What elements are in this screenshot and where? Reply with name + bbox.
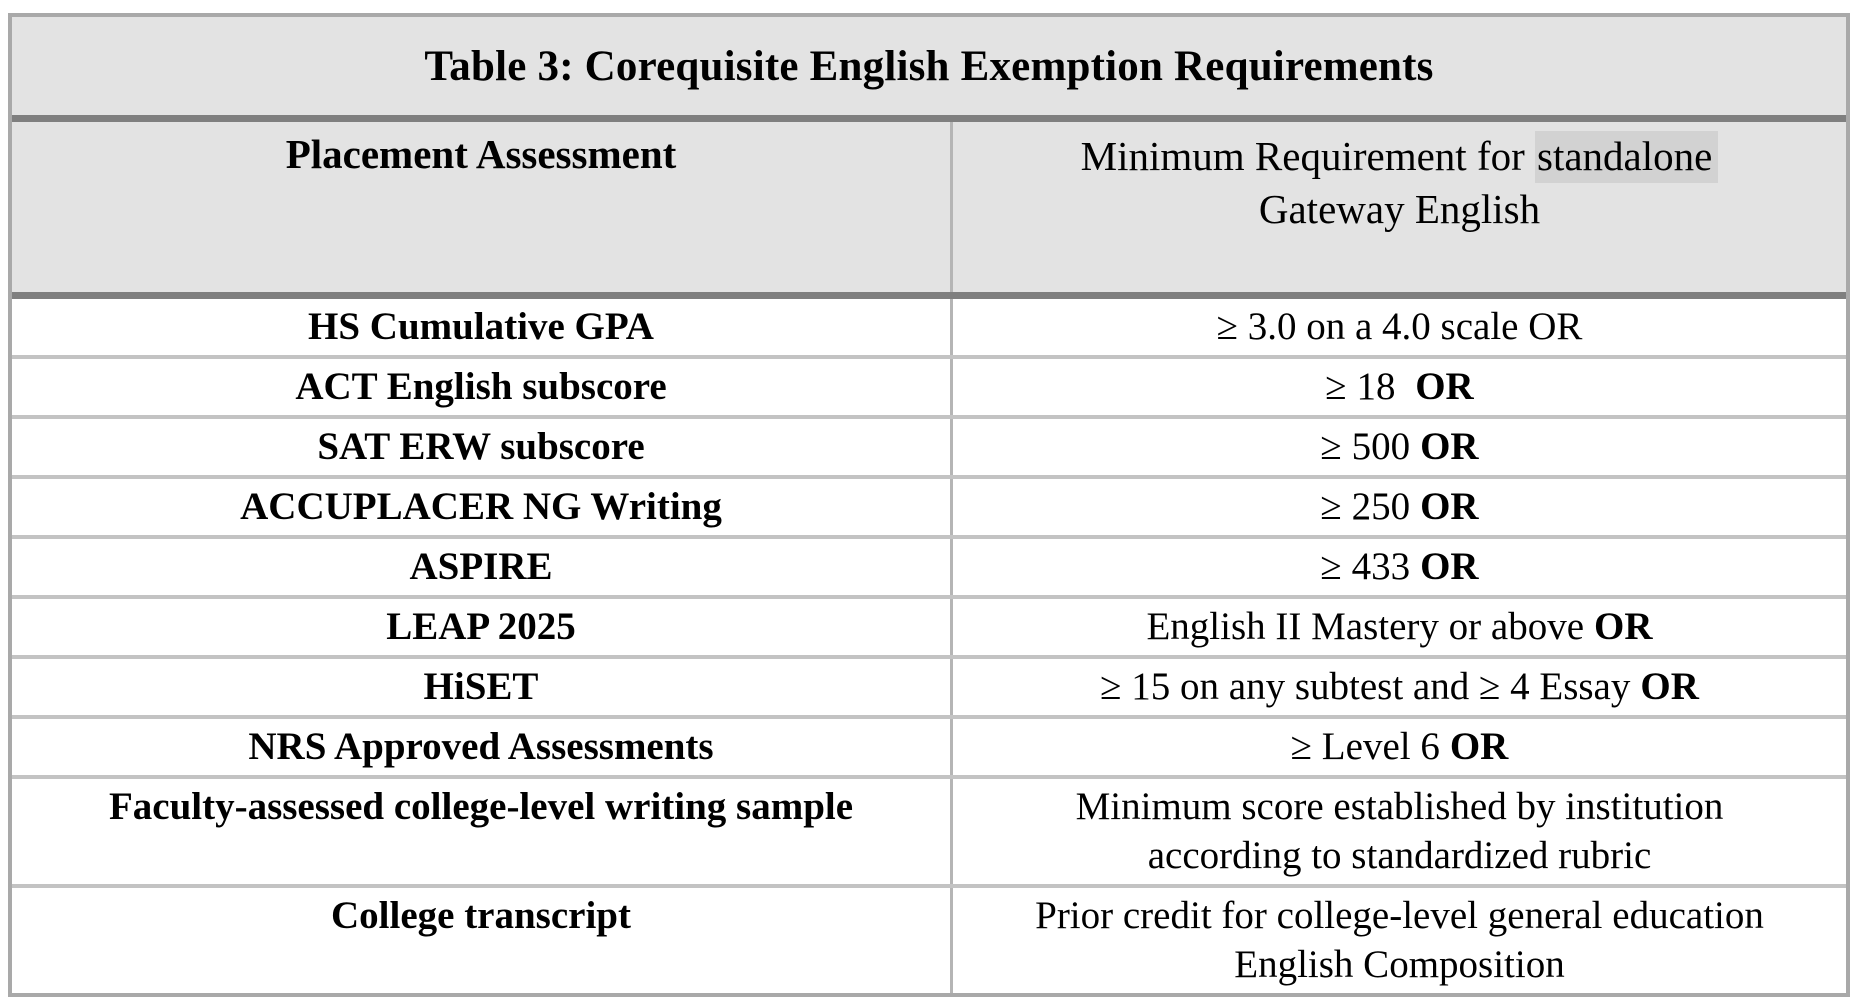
table-row: [12, 595, 1846, 655]
table-row: [12, 475, 1846, 535]
assessment-label: HiSET: [423, 665, 539, 708]
requirement-value: ≥ 433: [1320, 545, 1411, 588]
table-title: Table 3: Corequisite English Exemption Requirements: [424, 42, 1434, 90]
table-row: [12, 884, 1846, 993]
requirement-or-suffix: OR: [1594, 605, 1653, 648]
exemption-requirements-table: [8, 13, 1850, 997]
assessment-label: Faculty-assessed college-level writing sample: [108, 785, 854, 828]
requirement-text: [1320, 542, 1478, 591]
requirement-value: ≥ 15 on any subtest and ≥ 4 Essay: [1100, 665, 1631, 708]
header-cell-placement-assessment: [12, 122, 953, 292]
requirement-text: [1217, 302, 1583, 351]
assessment-label: ACT English subscore: [295, 365, 667, 408]
assessment-label: College transcript: [330, 894, 631, 937]
requirement-text: [995, 782, 1805, 880]
requirement-or-suffix: OR: [1420, 485, 1479, 528]
table-body: [12, 299, 1846, 993]
table-row: [12, 655, 1846, 715]
requirement-or-suffix: OR: [1449, 725, 1509, 768]
header-label-placement-assessment: Placement Assessment: [285, 131, 677, 177]
requirement-text: [1320, 422, 1478, 471]
assessment-label: SAT ERW subscore: [317, 425, 645, 468]
requirement-or-suffix: OR: [1415, 365, 1474, 408]
requirement-cell: [953, 479, 1846, 535]
assessment-cell: [12, 719, 953, 775]
requirement-text: [1325, 362, 1473, 411]
assessment-label: HS Cumulative GPA: [308, 305, 654, 348]
assessment-cell: [12, 299, 953, 355]
requirement-text: [1146, 602, 1652, 651]
table-row: [12, 299, 1846, 355]
requirement-cell: [953, 539, 1846, 595]
requirement-text: [1100, 662, 1699, 711]
requirement-text: [1291, 722, 1509, 771]
requirement-cell: [953, 888, 1846, 993]
header-highlighted-word: standalone: [1535, 131, 1718, 183]
requirement-value: ≥ 500: [1320, 425, 1411, 468]
requirement-or-suffix: OR: [1420, 425, 1479, 468]
requirement-value: English II Mastery or above: [1146, 605, 1585, 648]
requirement-or-suffix: OR: [1640, 665, 1699, 708]
table-row: [12, 355, 1846, 415]
requirement-value: ≥ 250: [1320, 485, 1411, 528]
assessment-label: NRS Approved Assessments: [248, 725, 714, 768]
table-title-band: [12, 17, 1846, 122]
table-row: [12, 775, 1846, 884]
assessment-cell: [12, 419, 953, 475]
header-requirement-line2: Gateway English: [1258, 186, 1541, 232]
assessment-label: ACCUPLACER NG Writing: [240, 485, 722, 528]
assessment-cell: [12, 479, 953, 535]
table-row: [12, 715, 1846, 775]
assessment-cell: [12, 599, 953, 655]
assessment-cell: [12, 659, 953, 715]
assessment-cell: [12, 359, 953, 415]
requirement-cell: [953, 419, 1846, 475]
assessment-label: LEAP 2025: [386, 605, 576, 648]
requirement-cell: [953, 359, 1846, 415]
requirement-text: [1320, 482, 1478, 531]
requirement-cell: [953, 299, 1846, 355]
assessment-cell: [12, 888, 953, 993]
requirement-cell: [953, 719, 1846, 775]
assessment-label: ASPIRE: [409, 545, 553, 588]
table-header-row: [12, 122, 1846, 299]
table-row: [12, 415, 1846, 475]
header-cell-minimum-requirement: [953, 122, 1846, 292]
requirement-cell: [953, 659, 1846, 715]
header-requirement-prefix: Minimum Requirement for: [1080, 133, 1535, 179]
requirement-value: ≥ Level 6: [1290, 725, 1440, 768]
requirement-value: ≥ 18: [1325, 365, 1406, 408]
requirement-value: Minimum score established by institution according to standardized rubric: [1075, 785, 1724, 877]
requirement-cell: [953, 599, 1846, 655]
requirement-text: [995, 891, 1805, 989]
requirement-cell: [953, 779, 1846, 884]
assessment-cell: [12, 539, 953, 595]
requirement-or-suffix: OR: [1420, 545, 1479, 588]
header-requirement-line1: [953, 130, 1846, 183]
table-row: [12, 535, 1846, 595]
requirement-value: ≥ 3.0 on a 4.0 scale OR: [1216, 305, 1583, 348]
assessment-cell: [12, 779, 953, 884]
requirement-value: Prior credit for college-level general education English Composition: [1035, 894, 1764, 986]
